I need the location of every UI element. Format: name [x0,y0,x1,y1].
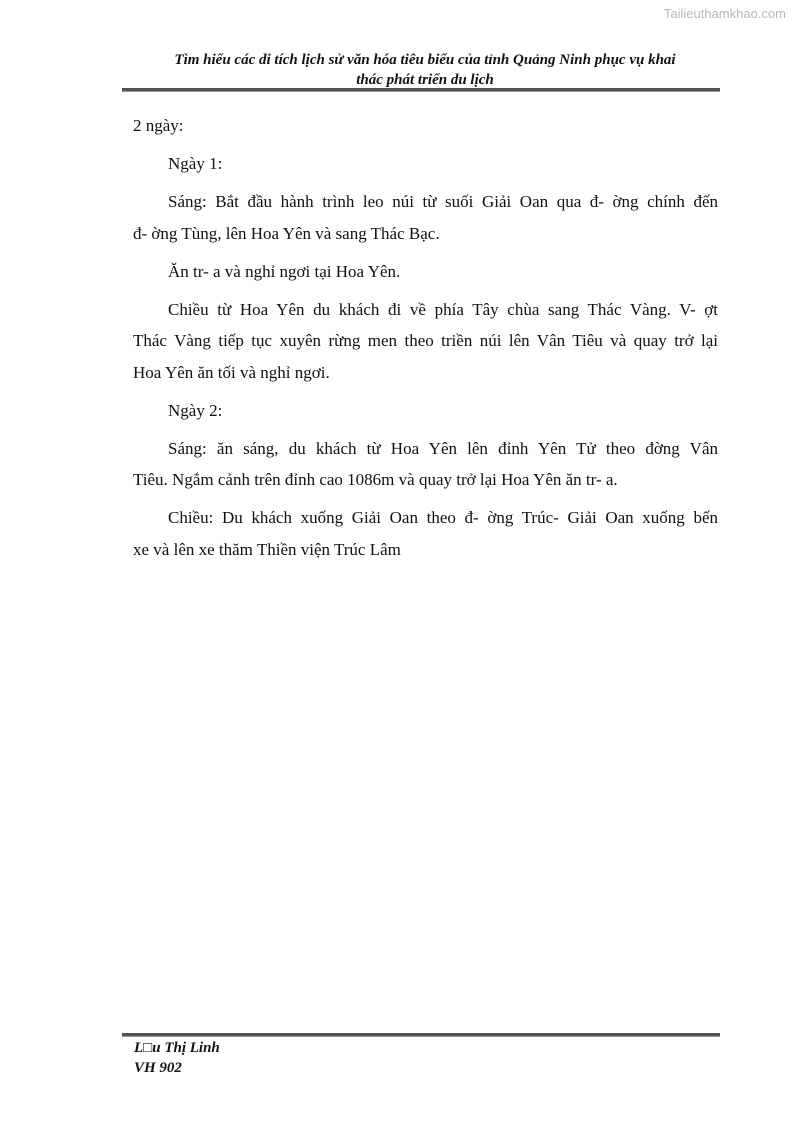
paragraph-line: Sáng: ăn sáng, du khách từ Hoa Yên lên đỉnh Yên Tử theo đờng Vân [168,438,718,458]
paragraph [133,256,718,288]
paragraph [133,186,718,249]
paragraph-line: Hoa Yên ăn tối và nghỉ ngơi. [133,362,330,382]
document-body [133,110,718,572]
footer-rule [122,1033,720,1037]
paragraph [133,502,718,565]
paragraph-line: 2 ngày: [133,116,184,135]
watermark: Tailieuthamkhao.com [663,6,786,21]
footer [134,1038,220,1078]
paragraph [133,294,718,389]
paragraph-line: Ngày 2: [168,400,223,420]
header-line-2: thác phát triển du lịch [356,72,494,88]
header-line-1: Tìm hiểu các di tích lịch sử văn hóa tiêu biểu của tỉnh Quảng Ninh phục vụ khai [174,52,676,68]
paragraph [133,148,718,180]
paragraph [133,395,718,427]
paragraph-line: Chiều từ Hoa Yên du khách đi về phía Tây chùa sang Thác Vàng. V- ợt [168,299,718,319]
paragraph-line: Tiêu. Ngắm cảnh trên đỉnh cao 1086m và quay trở lại Hoa Yên ăn tr- a. [133,470,618,489]
footer-class: VH 902 [134,1060,182,1076]
header-rule [122,88,720,92]
running-header [120,50,730,90]
paragraph [133,433,718,496]
footer-author: L□u Thị Linh [134,1040,220,1056]
paragraph-line: Sáng: Bắt đầu hành trình leo núi từ suối Giải Oan qua đ- ờng chính đến [168,192,718,211]
paragraph-line: Chiều: Du khách xuống Giải Oan theo đ- ờng Trúc- Giải Oan xuống bến [168,508,718,527]
paragraph-line: Ngày 1: [168,154,223,173]
paragraph-line: Thác Vàng tiếp tục xuyên rừng men theo triền núi lên Vân Tiêu và quay trở lại [133,331,718,350]
paragraph-line: xe và lên xe thăm Thiền viện Trúc Lâm [133,539,401,559]
paragraph-line: Ăn tr- a và nghỉ ngơi tại Hoa Yên. [168,261,401,281]
paragraph-line: đ- ờng Tùng, lên Hoa Yên và sang Thác Bạc. [133,223,440,243]
paragraph [133,110,718,142]
